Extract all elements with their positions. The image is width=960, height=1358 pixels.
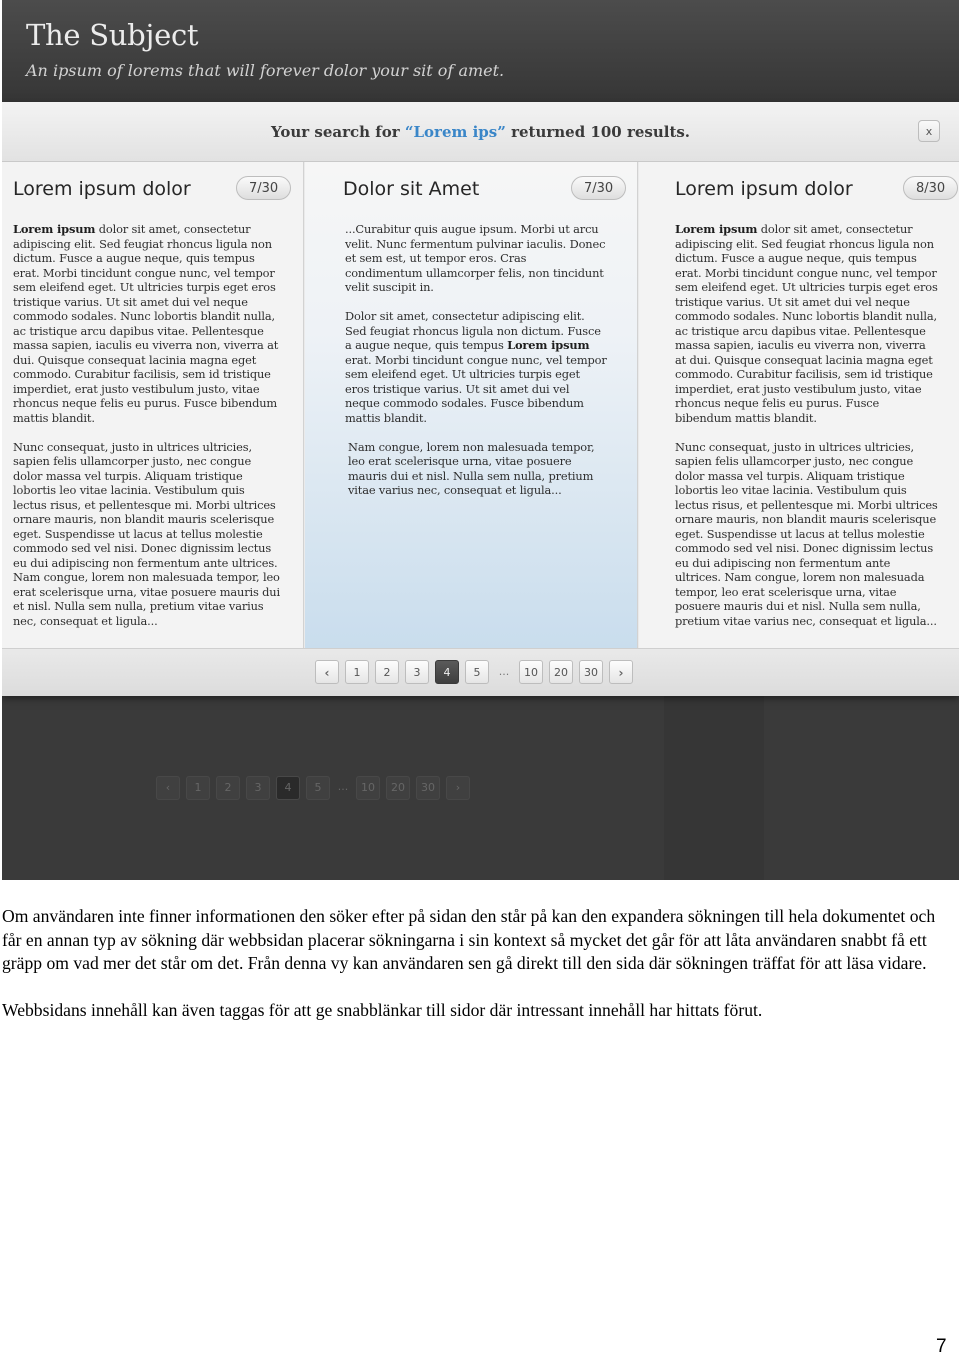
search-summary	[2, 123, 959, 141]
screenshot	[2, 0, 959, 880]
bg-page-2: 2	[216, 776, 240, 800]
pagination-bar	[2, 648, 959, 696]
bg-page-3: 3	[246, 776, 270, 800]
page-2-button[interactable]: 2	[375, 660, 399, 684]
bg-page-next: ›	[446, 776, 470, 800]
pagination	[315, 660, 633, 684]
excerpt-text: Nunc consequat, justo in ultrices ultricies, sapien felis ullamcorper justo, nec congue dolor massa vel turpis. Aliquam tristique lobortis leo vitae lacinia. Vestibulum quis lectus risus, et pellentesque mi. Morbi ultrices ornare mauris, non blandit mauris scelerisque eget. Suspendisse ut lacus at tellus molestie commodo sed vel nisi. Donec dignissim lectus eu dui adipiscing non fermentum ante ultrices. Nam congue, lorem non malesuada tempor, leo erat scelerisque urna, vitae posuere mauris dui et nisl. Nulla sem nulla, pretium vitae varius nec, consequat et ligula...	[675, 439, 938, 628]
bg-page-prev: ‹	[156, 776, 180, 800]
close-button[interactable]: x	[918, 120, 940, 142]
bg-page-4: 4	[276, 776, 300, 800]
page-5-button[interactable]: 5	[465, 660, 489, 684]
excerpt-text: Nunc consequat, justo in ultrices ultricies, sapien felis ullamcorper justo, nec congue dolor massa vel turpis. Aliquam tristique lobortis leo vitae lacinia. Vestibulum quis lectus risus, et pellentesque mi. Morbi ultrices ornare mauris, non blandit mauris scelerisque eget. Suspendisse ut lacus at tellus molestie commodo sed vel nisi. Donec dignissim lectus eu dui adipiscing non fermentum ante ultrices. Nam congue, lorem non malesuada tempor, leo erat scelerisque urna, vitae posuere mauris dui et nisl. Nulla sem nulla, pretium vitae varius nec, consequat et ligula...	[13, 439, 280, 628]
excerpt-text: dolor sit amet, consectetur adipiscing elit. Sed feugiat rhoncus ligula non dictum. Fusce a augue neque, quis tempus erat. Morbi tincidunt congue nunc, vel tempor sem eleifend eget. Ut ultricies turpis eget eros tristique varius. Ut sit amet dui vel neque commodo sodales. Nunc lobortis blandit nulla, ac tristique arcu dapibus vitae. Pellentesque massa sapien, iaculis eu viverra non, viverra at dui. Quisque consequat lacinia magna eget commodo. Curabitur facilisis, sem id tristique imperdiet, erat justo vestibulum justo, vitae rhoncus neque felis eu purus. Fusce bibendum mattis blandit.	[13, 222, 279, 425]
site-title: The Subject	[26, 18, 199, 52]
search-summary-prefix: Your search for	[270, 123, 405, 141]
excerpt-text: Dolor sit amet, consectetur adipiscing elit. Sed feugiat rhoncus ligula non dictum. Fusce a augue neque, quis tempus	[345, 309, 601, 352]
page-ellipsis: ...	[498, 665, 510, 678]
page-number: 7	[936, 1336, 947, 1357]
bg-page-30: 30	[416, 776, 440, 800]
page-10-button[interactable]: 10	[519, 660, 543, 684]
result-excerpt	[345, 222, 607, 512]
document-body	[2, 905, 952, 1045]
excerpt-text: Nam congue, lorem non malesuada tempor, leo erat scelerisque urna, vitae posuere mauris dui et nisl. Nulla sem nulla, pretium vitae varius nec, consequat et ligula...	[348, 439, 595, 497]
excerpt-paragraph	[345, 309, 607, 425]
excerpt-paragraph	[675, 440, 939, 629]
page-next-button[interactable]: ›	[609, 660, 633, 684]
excerpt-text: erat. Morbi tincidunt congue nunc, vel tempor sem eleifend eget. Ut ultricies turpis eget eros tristique varius. Ut sit amet dui vel neque commodo sodales. Fusce bibendum mattis blandit.	[345, 352, 607, 425]
excerpt-paragraph	[345, 440, 607, 498]
search-results-panel	[2, 102, 959, 695]
excerpt-text: ...Curabitur quis augue ipsum. Morbi ut arcu velit. Nunc fermentum pulvinar iaculis. Donec et sem est, ut tempor eros. Cras condimentum ullamcorper felis, non tincidunt velit suscipit in.	[345, 222, 606, 294]
excerpt-paragraph	[675, 222, 939, 425]
excerpt-text: dolor sit amet, consectetur adipiscing elit. Sed feugiat rhoncus ligula non dictum. Fusce a augue neque, quis tempus erat. Morbi tincidunt congue nunc, vel tempor sem eleifend eget. Ut ultricies turpis eget eros tristique varius. Ut sit amet dui vel neque commodo sodales. Nunc lobortis blandit nulla, ac tristique arcu dapibus vitae. Pellentesque massa sapien, iaculis eu viverra non, viverra at dui. Quisque consequat lacinia magna eget commodo. Curabitur facilisis, sem id tristique imperdiet, erat justo vestibulum justo, vitae rhoncus neque felis eu purus. Fusce bibendum mattis blandit.	[675, 222, 938, 425]
highlighted-match: Lorem ipsum	[13, 222, 96, 236]
page-1-button[interactable]: 1	[345, 660, 369, 684]
page-4-button-current[interactable]: 4	[435, 660, 459, 684]
result-title[interactable]: Lorem ipsum dolor	[13, 178, 191, 200]
result-title[interactable]: Lorem ipsum dolor	[675, 178, 853, 200]
excerpt-paragraph	[345, 222, 607, 295]
bg-page-10: 10	[356, 776, 380, 800]
result-card-3[interactable]	[639, 162, 959, 648]
body-paragraph: Webbsidans innehåll kan även taggas för att ge snabblänkar till sidor där intressant innehåll har hittats förut.	[2, 999, 763, 1020]
body-paragraph: Om användaren inte finner informationen den söker efter på sidan den står på kan den expandera sökningen till hela dokumentet och får en annan typ av sökning där webbsidan placerar sökningarna i sin kontext så mycket det går för att låta användaren snabbt få ett gräpp om vad mer det står om det. Från denna vy kan användaren sen gå direkt till den sida där sökningen träffat för att läsa vidare.	[2, 906, 936, 973]
result-card-1[interactable]	[2, 162, 304, 648]
bg-page-1: 1	[186, 776, 210, 800]
page-20-button[interactable]: 20	[549, 660, 573, 684]
result-columns	[2, 162, 959, 648]
background-page	[2, 695, 959, 880]
bg-page-20: 20	[386, 776, 410, 800]
result-title[interactable]: Dolor sit Amet	[343, 178, 480, 200]
bg-page-ellipsis: ...	[337, 780, 349, 793]
highlighted-match: Lorem ipsum	[675, 222, 758, 236]
result-excerpt	[13, 222, 281, 643]
background-column	[664, 695, 764, 880]
search-summary-suffix: returned 100 results.	[505, 123, 691, 141]
result-count-badge: 7/30	[571, 176, 626, 200]
result-card-2-active[interactable]	[305, 162, 638, 648]
result-count-badge: 7/30	[236, 176, 291, 200]
bg-page-5: 5	[306, 776, 330, 800]
page-30-button[interactable]: 30	[579, 660, 603, 684]
background-pagination	[156, 776, 470, 800]
excerpt-paragraph	[13, 440, 281, 629]
result-excerpt	[675, 222, 939, 643]
result-count-badge: 8/30	[903, 176, 958, 200]
highlighted-match: Lorem ipsum	[507, 338, 590, 352]
search-query[interactable]: “Lorem ips”	[404, 123, 506, 141]
page-3-button[interactable]: 3	[405, 660, 429, 684]
excerpt-paragraph	[13, 222, 281, 425]
page-prev-button[interactable]: ‹	[315, 660, 339, 684]
site-header	[2, 0, 959, 102]
search-summary-bar	[2, 102, 959, 162]
site-tagline: An ipsum of lorems that will forever dolor your sit of amet.	[26, 61, 505, 80]
